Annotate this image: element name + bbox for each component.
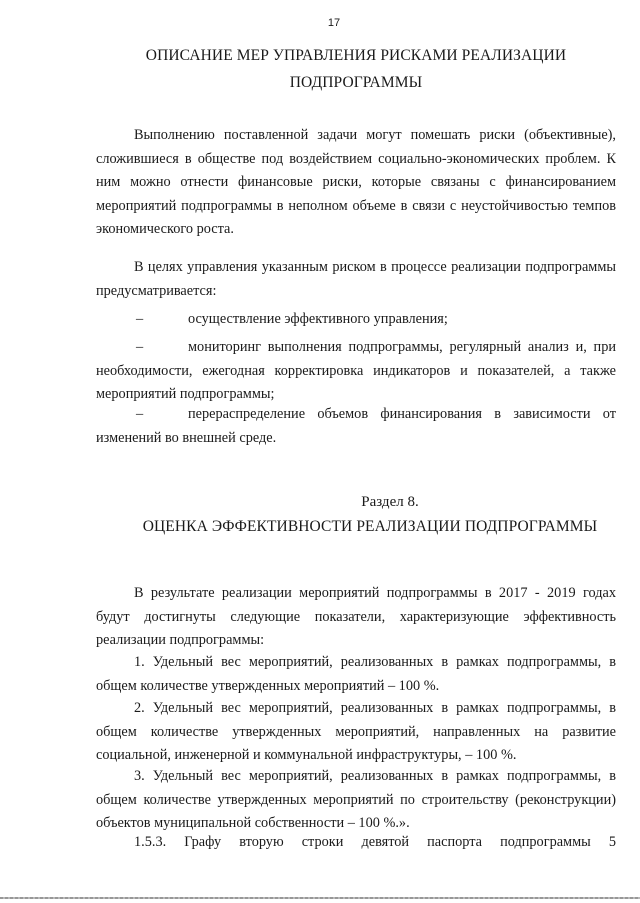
bullet-dash: – [136,406,144,422]
risk-paragraph-2: В целях управления указанным риском в процессе реализации подпрограммы предусматривается: [96,259,616,299]
risk-section-title-line2: ПОДПРОГРАММЫ [289,74,423,91]
bullet-text: осуществление эффективного управления; [188,311,448,327]
risk-bullet-1 [96,308,616,332]
bullet-text: перераспределение объемов финансирования в зависимости от изменений во внешней среде. [96,406,616,446]
indicator-item-1: 1. Удельный вес мероприятий, реализованных в рамках подпрограммы, в общем количестве утвержденных мероприятий – 100 %. [96,654,616,694]
indicator-item-3: 3. Удельный вес мероприятий, реализованных в рамках подпрограммы, в общем количестве утвержденных мероприятий по строительству (реконструкции) объектов муниципальной собственности – 100 %.». [96,768,616,831]
risk-section-title-line1: ОПИСАНИЕ МЕР УПРАВЛЕНИЯ РИСКАМИ РЕАЛИЗАЦИИ [145,47,567,64]
bullet-dash: – [136,339,144,355]
bullet-dash: – [136,311,144,327]
section-8-title: ОЦЕНКА ЭФФЕКТИВНОСТИ РЕАЛИЗАЦИИ ПОДПРОГРАММЫ [142,518,598,535]
indicator-item-2: 2. Удельный вес мероприятий, реализованных в рамках подпрограммы, в общем количестве утвержденных мероприятий, направленных на развитие социальной, инженерной и коммунальной инфраструктуры, – 100 %. [96,700,616,763]
amendment-line: 1.5.3. Графу вторую строки девятой паспорта подпрограммы 5 [134,834,616,850]
section-8-intro: В результате реализации мероприятий подпрограммы в 2017 - 2019 годах будут достигнуты следующие показатели, характеризующие эффективность реализации подпрограммы: [96,585,616,648]
bullet-text: мониторинг выполнения подпрограммы, регулярный анализ и, при необходимости, ежегодная корректировка индикаторов и показателей, а также мероприятий подпрограммы; [96,339,616,402]
page-bottom-edge [0,897,640,899]
risk-bullet-3 [96,403,616,450]
page-number: 17 [327,17,341,29]
risk-paragraph-1: Выполнению поставленной задачи могут помешать риски (объективные), сложившиеся в обществе под воздействием социально-экономических проблем. К ним можно отнести финансовые риски, которые связаны с финансированием мероприятий подпрограммы в неполном объеме в связи с неустойчивостью темпов экономического роста. [96,127,616,237]
section-8-label: Раздел 8. [361,494,419,510]
risk-bullet-2 [96,336,616,407]
